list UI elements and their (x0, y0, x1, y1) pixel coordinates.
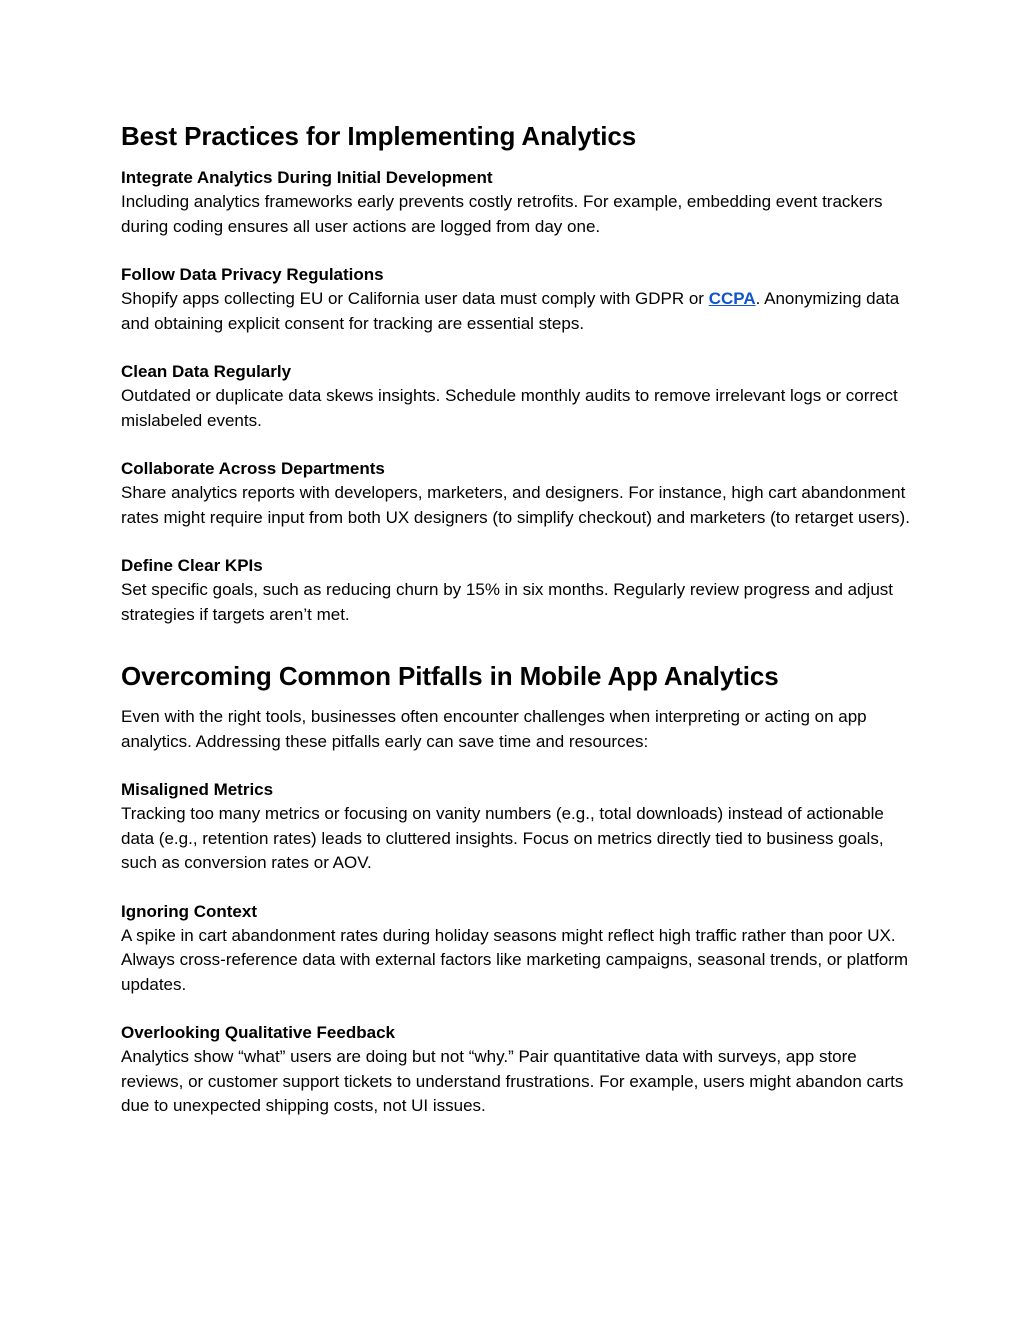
practice-item (121, 457, 914, 530)
practice-item (121, 263, 914, 336)
pitfall-item (121, 778, 914, 876)
practice-item (121, 554, 914, 627)
practice-body: Set specific goals, such as reducing churn by 15% in six months. Regularly review progress and adjust strategies if targets aren’t met. (121, 580, 893, 624)
practice-item (121, 360, 914, 433)
practice-title: Define Clear KPIs (121, 556, 263, 575)
pitfall-item (121, 1021, 914, 1119)
practice-body: Outdated or duplicate data skews insights. Schedule monthly audits to remove irrelevant logs or correct mislabeled events. (121, 386, 898, 430)
practice-item (121, 166, 914, 239)
pitfall-title: Misaligned Metrics (121, 780, 274, 799)
pitfall-title: Ignoring Context (121, 901, 257, 921)
practice-title: Integrate Analytics During Initial Development (121, 168, 493, 187)
practice-title: Clean Data Regularly (121, 362, 292, 381)
practice-body-text: . Anonymizing data and obtaining explicit consent for tracking are essential steps. (121, 289, 900, 333)
ccpa-link[interactable]: CCPA (708, 289, 756, 308)
section-best-practices (121, 120, 914, 627)
section-pitfalls (121, 660, 914, 1119)
practice-title: Collaborate Across Departments (121, 459, 385, 478)
section-heading: Overcoming Common Pitfalls in Mobile App Analytics (121, 661, 779, 691)
section-heading: Best Practices for Implementing Analytics (121, 121, 637, 151)
pitfall-body: Tracking too many metrics or focusing on vanity numbers (e.g., total downloads) instead of actionable data (e.g., retention rates) leads to cluttered insights. Focus on metrics directly tied to business goals, such as conversion rates or AOV. (121, 804, 884, 872)
practice-title: Follow Data Privacy Regulations (121, 265, 384, 284)
pitfall-title: Overlooking Qualitative Feedback (121, 1023, 395, 1042)
pitfall-body: Analytics show “what” users are doing but not “why.” Pair quantitative data with surveys, app store reviews, or customer support tickets to understand frustrations. For example, users might abandon carts due to unexpected shipping costs, not UI issues. (121, 1047, 904, 1115)
practice-body: Share analytics reports with developers, marketers, and designers. For instance, high cart abandonment rates might require input from both UX designers (to simplify checkout) and marketers (to retarget users). (121, 483, 910, 527)
practice-body (121, 287, 914, 336)
practice-body-text: Shopify apps collecting EU or California user data must comply with GDPR or (121, 289, 709, 308)
pitfall-item (121, 900, 914, 998)
pitfall-body: A spike in cart abandonment rates during holiday seasons might reflect high traffic rather than poor UX. Always cross-reference data with external factors like marketing campaigns, seasonal trends, or platform updates. (121, 925, 909, 994)
practice-body: Including analytics frameworks early prevents costly retrofits. For example, embedding event trackers during coding ensures all user actions are logged from day one. (121, 192, 883, 236)
section-intro: Even with the right tools, businesses often encounter challenges when interpreting or acting on app analytics. Addressing these pitfalls early can save time and resources: (121, 707, 867, 751)
